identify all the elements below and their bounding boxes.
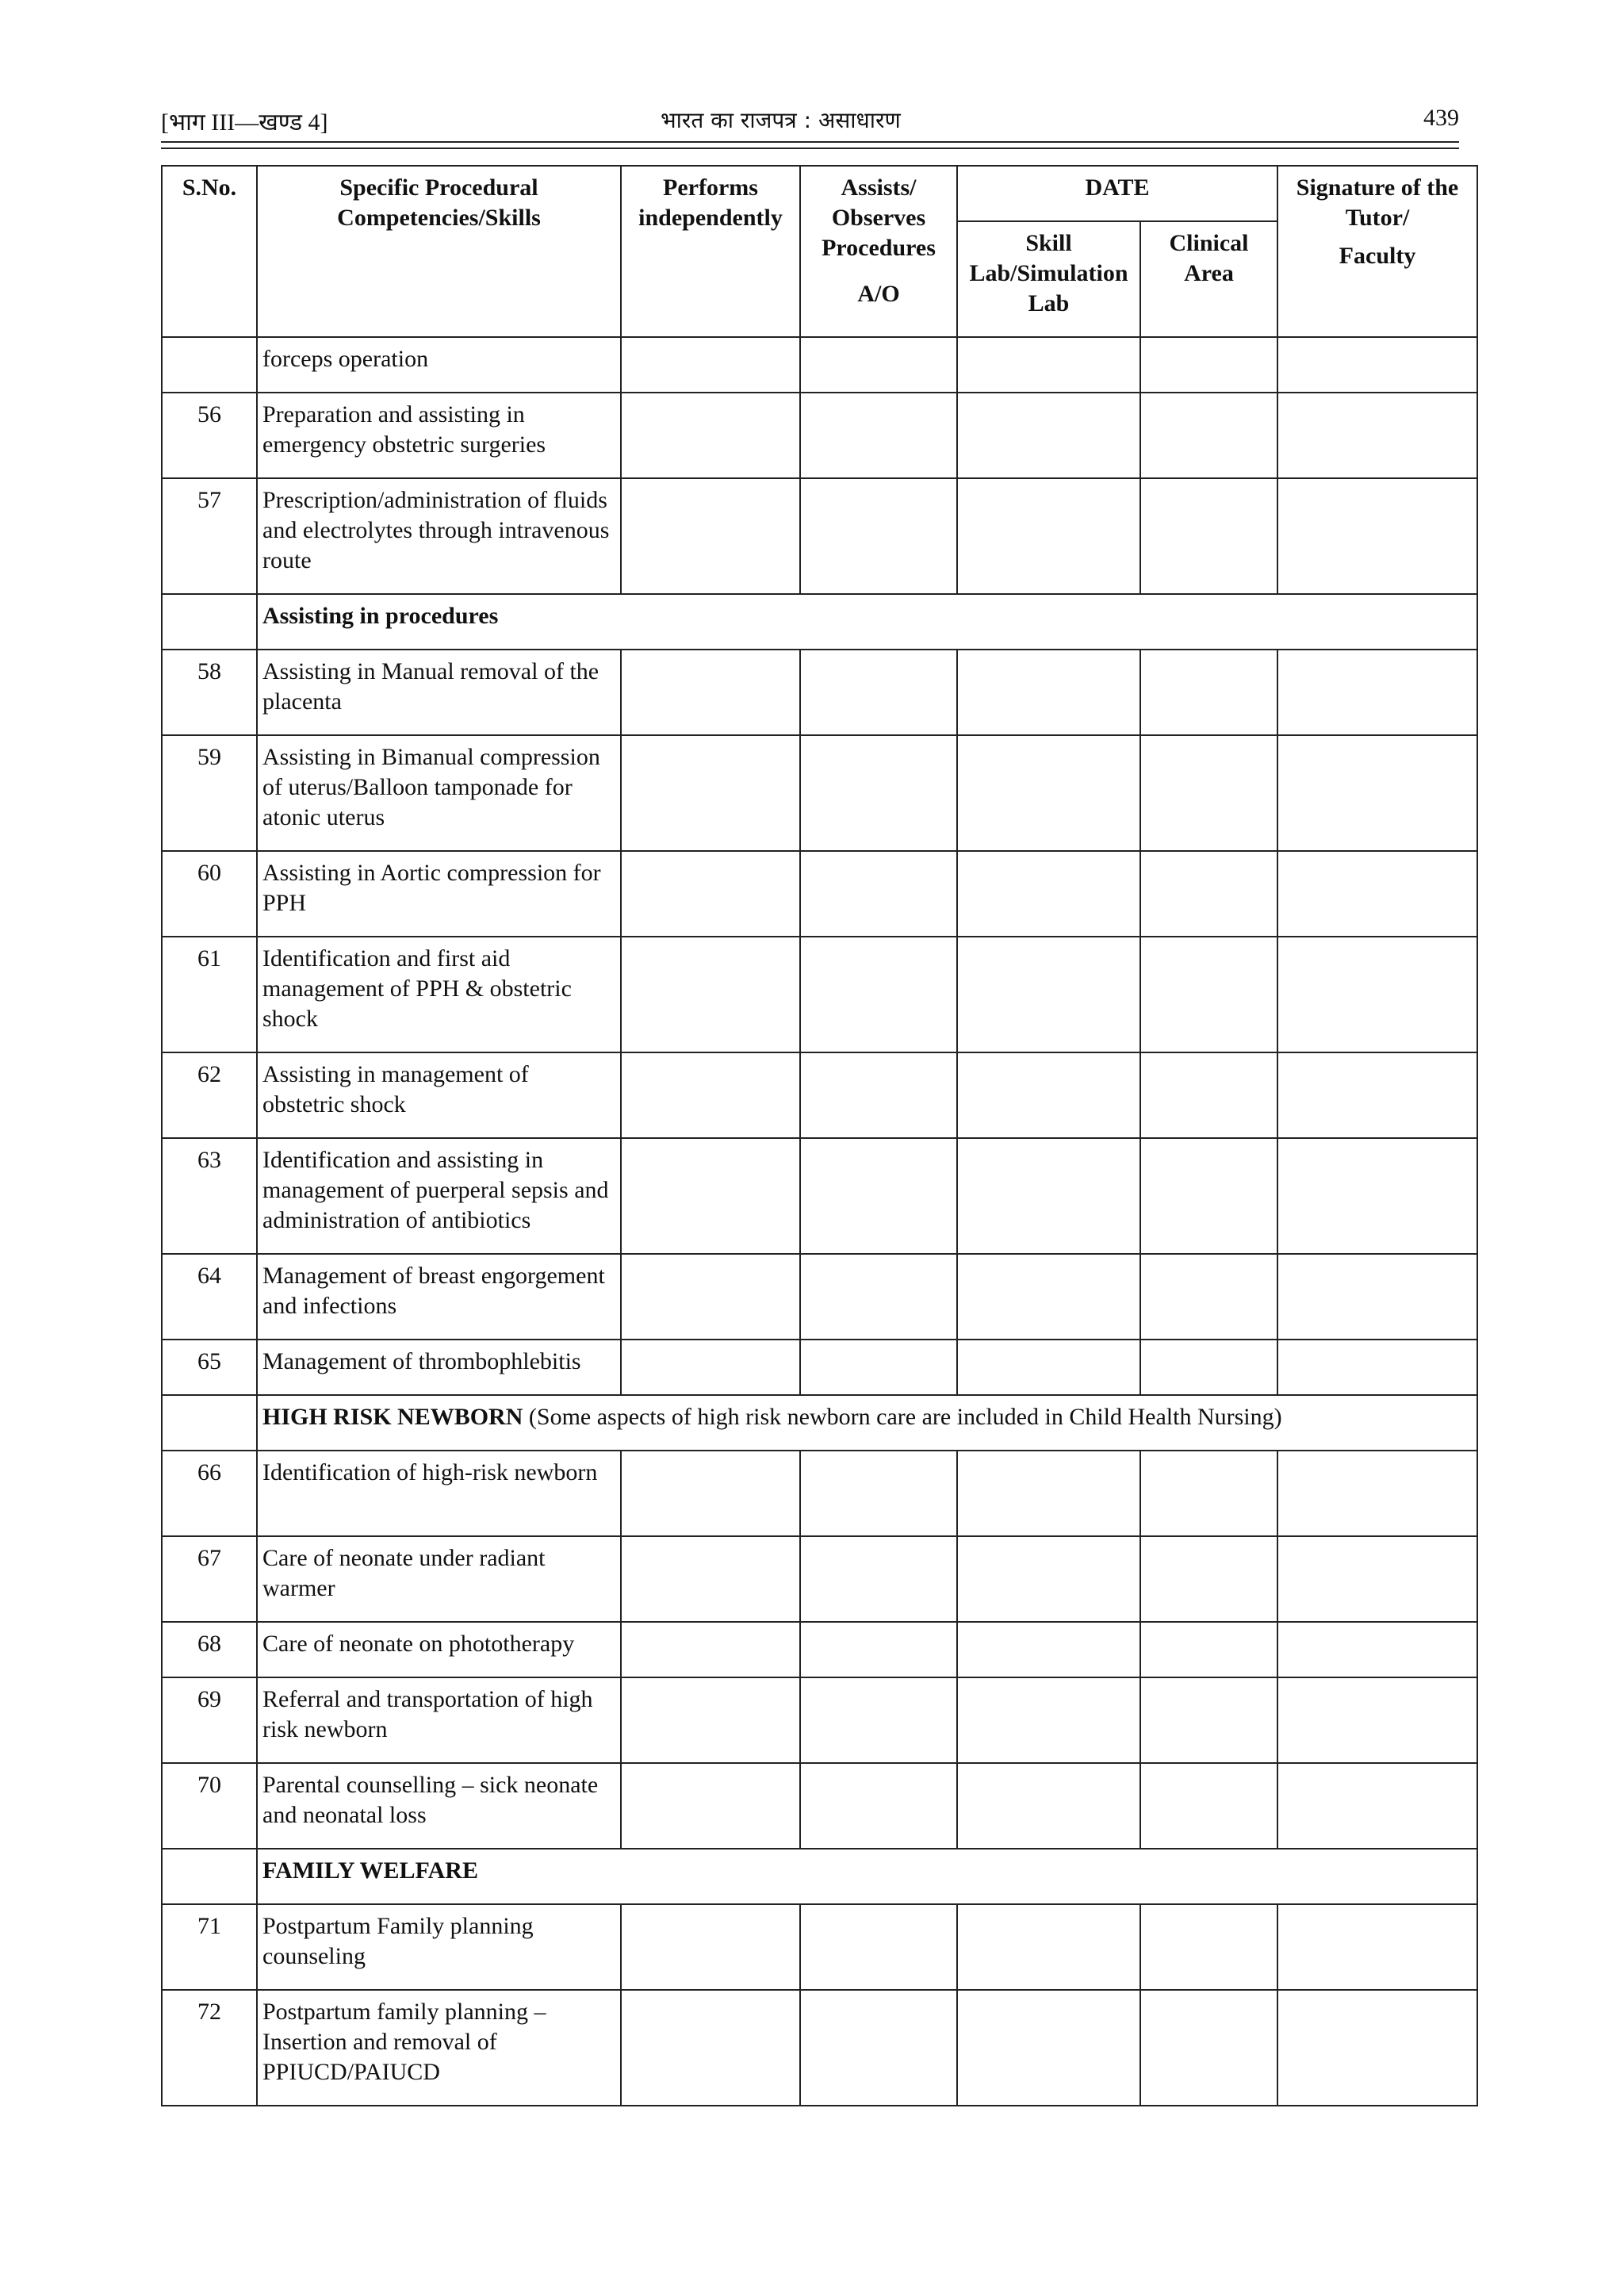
signature-cell[interactable] — [1277, 337, 1477, 393]
assists-cell[interactable] — [800, 1254, 957, 1340]
skill-lab-date-cell[interactable] — [957, 1340, 1140, 1395]
signature-cell[interactable] — [1277, 735, 1477, 851]
sno-cell: 60 — [162, 851, 257, 937]
performs-cell[interactable] — [621, 1340, 800, 1395]
assists-cell[interactable] — [800, 1904, 957, 1990]
header-rule-bottom — [161, 148, 1459, 149]
assists-cell[interactable] — [800, 1138, 957, 1254]
sno-cell: 72 — [162, 1990, 257, 2106]
performs-cell[interactable] — [621, 393, 800, 478]
col-header-clinical-area: Clinical Area — [1140, 221, 1277, 337]
col-header-signature: Signature of the Tutor/ Faculty — [1277, 166, 1477, 337]
table-row — [162, 1451, 1477, 1536]
signature-cell[interactable] — [1277, 1138, 1477, 1254]
performs-cell[interactable] — [621, 1451, 800, 1536]
performs-cell[interactable] — [621, 1677, 800, 1763]
signature-cell[interactable] — [1277, 1340, 1477, 1395]
performs-cell[interactable] — [621, 1622, 800, 1677]
section-title: Assisting in procedures — [262, 603, 499, 629]
signature-cell[interactable] — [1277, 1677, 1477, 1763]
skill-lab-date-cell[interactable] — [957, 735, 1140, 851]
col-header-skills: Specific Procedural Competencies/Skills — [257, 166, 621, 337]
skill-lab-date-cell[interactable] — [957, 1451, 1140, 1536]
skill-cell: Identification and first aid management of PPH & obstetric shock — [257, 937, 621, 1052]
table-row — [162, 1340, 1477, 1395]
section-row — [162, 1395, 1477, 1451]
col-header-performs: Performs independently — [621, 166, 800, 337]
performs-cell[interactable] — [621, 735, 800, 851]
performs-cell[interactable] — [621, 851, 800, 937]
skill-cell: Management of thrombophlebitis — [257, 1340, 621, 1395]
assists-cell[interactable] — [800, 337, 957, 393]
table-row — [162, 1904, 1477, 1990]
skill-lab-date-cell[interactable] — [957, 1536, 1140, 1622]
skill-cell: forceps operation — [257, 337, 621, 393]
assists-cell[interactable] — [800, 1451, 957, 1536]
sno-cell: 71 — [162, 1904, 257, 1990]
sno-cell: 69 — [162, 1677, 257, 1763]
signature-cell[interactable] — [1277, 851, 1477, 937]
sno-cell: 58 — [162, 650, 257, 735]
signature-cell[interactable] — [1277, 1254, 1477, 1340]
clinical-area-date-cell[interactable] — [1140, 1254, 1277, 1340]
table-row — [162, 1536, 1477, 1622]
col-header-assists: Assists/ Observes Procedures A/O — [800, 166, 957, 337]
sno-cell: 64 — [162, 1254, 257, 1340]
skill-lab-date-cell[interactable] — [957, 1677, 1140, 1763]
col-header-skill-lab: Skill Lab/Simulation Lab — [957, 221, 1140, 337]
skill-lab-date-cell[interactable] — [957, 1763, 1140, 1849]
skill-lab-date-cell[interactable] — [957, 1990, 1140, 2106]
section-heading — [257, 594, 1477, 650]
skill-lab-date-cell[interactable] — [957, 1904, 1140, 1990]
clinical-area-date-cell[interactable] — [1140, 1677, 1277, 1763]
assists-cell[interactable] — [800, 650, 957, 735]
assists-cell[interactable] — [800, 1763, 957, 1849]
table-row — [162, 1677, 1477, 1763]
sno-cell: 67 — [162, 1536, 257, 1622]
sno-cell: 59 — [162, 735, 257, 851]
clinical-area-date-cell[interactable] — [1140, 1990, 1277, 2106]
skill-lab-date-cell[interactable] — [957, 1052, 1140, 1138]
performs-cell[interactable] — [621, 478, 800, 594]
skill-lab-date-cell[interactable] — [957, 851, 1140, 937]
col-header-date: DATE — [957, 166, 1277, 221]
table-row — [162, 337, 1477, 393]
performs-cell[interactable] — [621, 1904, 800, 1990]
clinical-area-date-cell[interactable] — [1140, 337, 1277, 393]
sno-cell: 65 — [162, 1340, 257, 1395]
skill-cell: Care of neonate on phototherapy — [257, 1622, 621, 1677]
signature-cell[interactable] — [1277, 1536, 1477, 1622]
skill-cell: Assisting in management of obstetric shock — [257, 1052, 621, 1138]
clinical-area-date-cell[interactable] — [1140, 478, 1277, 594]
sno-cell — [162, 1395, 257, 1451]
sno-cell: 56 — [162, 393, 257, 478]
signature-cell[interactable] — [1277, 937, 1477, 1052]
clinical-area-date-cell[interactable] — [1140, 1052, 1277, 1138]
clinical-area-date-cell[interactable] — [1140, 1622, 1277, 1677]
table-row — [162, 937, 1477, 1052]
assists-cell[interactable] — [800, 393, 957, 478]
assists-cell[interactable] — [800, 1340, 957, 1395]
skill-cell: Referral and transportation of high risk newborn — [257, 1677, 621, 1763]
skill-cell: Postpartum Family planning counseling — [257, 1904, 621, 1990]
section-heading — [257, 1849, 1477, 1904]
performs-cell[interactable] — [621, 1052, 800, 1138]
clinical-area-date-cell[interactable] — [1140, 1763, 1277, 1849]
skill-lab-date-cell[interactable] — [957, 478, 1140, 594]
assists-cell[interactable] — [800, 1622, 957, 1677]
clinical-area-date-cell[interactable] — [1140, 1904, 1277, 1990]
signature-cell[interactable] — [1277, 1763, 1477, 1849]
sno-cell — [162, 337, 257, 393]
clinical-area-date-cell[interactable] — [1140, 1451, 1277, 1536]
skill-lab-date-cell[interactable] — [957, 650, 1140, 735]
performs-cell[interactable] — [621, 1990, 800, 2106]
competency-table — [161, 165, 1478, 2106]
performs-cell[interactable] — [621, 1254, 800, 1340]
table-row — [162, 851, 1477, 937]
signature-cell[interactable] — [1277, 650, 1477, 735]
sno-cell: 63 — [162, 1138, 257, 1254]
sno-cell: 57 — [162, 478, 257, 594]
table-row — [162, 393, 1477, 478]
page-header — [161, 105, 1459, 141]
skill-cell: Parental counselling – sick neonate and neonatal loss — [257, 1763, 621, 1849]
signature-cell[interactable] — [1277, 393, 1477, 478]
section-heading — [257, 1395, 1477, 1451]
skill-cell: Identification of high-risk newborn — [257, 1451, 621, 1536]
performs-cell[interactable] — [621, 937, 800, 1052]
clinical-area-date-cell[interactable] — [1140, 650, 1277, 735]
sno-cell: 70 — [162, 1763, 257, 1849]
sno-cell: 61 — [162, 937, 257, 1052]
section-title: HIGH RISK NEWBORN — [262, 1404, 523, 1430]
signature-cell[interactable] — [1277, 478, 1477, 594]
signature-cell[interactable] — [1277, 1990, 1477, 2106]
clinical-area-date-cell[interactable] — [1140, 393, 1277, 478]
skill-lab-date-cell[interactable] — [957, 1622, 1140, 1677]
sno-cell: 62 — [162, 1052, 257, 1138]
skill-cell: Prescription/administration of fluids and electrolytes through intravenous route — [257, 478, 621, 594]
skill-cell: Assisting in Manual removal of the placenta — [257, 650, 621, 735]
table-row — [162, 1052, 1477, 1138]
clinical-area-date-cell[interactable] — [1140, 1536, 1277, 1622]
skill-cell: Management of breast engorgement and infections — [257, 1254, 621, 1340]
header-rule-top — [161, 141, 1459, 143]
assists-cell[interactable] — [800, 478, 957, 594]
sno-cell: 66 — [162, 1451, 257, 1536]
skill-cell: Assisting in Bimanual compression of uterus/Balloon tamponade for atonic uterus — [257, 735, 621, 851]
page-number: 439 — [1423, 105, 1459, 131]
skill-lab-date-cell[interactable] — [957, 1254, 1140, 1340]
assists-cell[interactable] — [800, 1052, 957, 1138]
section-note: (Some aspects of high risk newborn care are included in Child Health Nursing) — [523, 1404, 1282, 1430]
table-row — [162, 650, 1477, 735]
skill-cell: Preparation and assisting in emergency obstetric surgeries — [257, 393, 621, 478]
clinical-area-date-cell[interactable] — [1140, 1340, 1277, 1395]
section-row — [162, 1849, 1477, 1904]
table-row — [162, 478, 1477, 594]
performs-cell[interactable] — [621, 1138, 800, 1254]
performs-cell[interactable] — [621, 650, 800, 735]
clinical-area-date-cell[interactable] — [1140, 735, 1277, 851]
clinical-area-date-cell[interactable] — [1140, 937, 1277, 1052]
skill-lab-date-cell[interactable] — [957, 337, 1140, 393]
table-body — [162, 337, 1477, 2106]
performs-cell[interactable] — [621, 1763, 800, 1849]
signature-cell[interactable] — [1277, 1904, 1477, 1990]
skill-cell: Postpartum family planning – Insertion and removal of PPIUCD/PAIUCD — [257, 1990, 621, 2106]
signature-cell[interactable] — [1277, 1622, 1477, 1677]
assists-cell[interactable] — [800, 1536, 957, 1622]
skill-cell: Care of neonate under radiant warmer — [257, 1536, 621, 1622]
header-part-label: [भाग III—खण्ड 4] — [161, 109, 328, 136]
sno-cell — [162, 1849, 257, 1904]
assists-cell[interactable] — [800, 1990, 957, 2106]
skill-lab-date-cell[interactable] — [957, 393, 1140, 478]
assists-cell[interactable] — [800, 735, 957, 851]
sno-cell: 68 — [162, 1622, 257, 1677]
section-title: FAMILY WELFARE — [262, 1857, 478, 1884]
performs-cell[interactable] — [621, 1536, 800, 1622]
table-row — [162, 1622, 1477, 1677]
assists-cell[interactable] — [800, 851, 957, 937]
table-row — [162, 1990, 1477, 2106]
col-header-sno: S.No. — [162, 166, 257, 337]
skill-cell: Identification and assisting in management of puerperal sepsis and administration of antibiotics — [257, 1138, 621, 1254]
signature-cell[interactable] — [1277, 1451, 1477, 1536]
assists-cell[interactable] — [800, 937, 957, 1052]
signature-cell[interactable] — [1277, 1052, 1477, 1138]
sno-cell — [162, 594, 257, 650]
skill-lab-date-cell[interactable] — [957, 937, 1140, 1052]
skill-lab-date-cell[interactable] — [957, 1138, 1140, 1254]
skill-cell: Assisting in Aortic compression for PPH — [257, 851, 621, 937]
section-row — [162, 594, 1477, 650]
table-row — [162, 1138, 1477, 1254]
header-gazette-title: भारत का राजपत्र : असाधारण — [661, 107, 901, 133]
assists-cell[interactable] — [800, 1677, 957, 1763]
table-row — [162, 1763, 1477, 1849]
clinical-area-date-cell[interactable] — [1140, 851, 1277, 937]
performs-cell[interactable] — [621, 337, 800, 393]
table-row — [162, 1254, 1477, 1340]
table-row — [162, 735, 1477, 851]
clinical-area-date-cell[interactable] — [1140, 1138, 1277, 1254]
